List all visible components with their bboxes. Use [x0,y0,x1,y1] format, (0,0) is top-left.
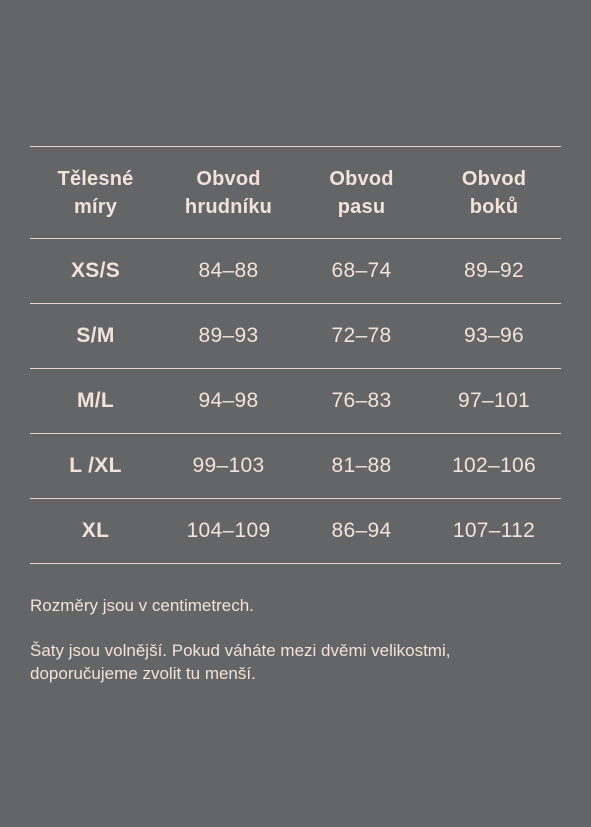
hips-value: 102–106 [452,454,536,477]
table-row [30,304,561,369]
size-label: S/M [76,324,115,347]
waist-value: 81–88 [331,454,392,477]
waist-value: 86–94 [331,519,392,542]
size-chart-body [30,239,561,564]
chest-value: 99–103 [192,454,265,477]
size-chart-header [30,147,561,239]
chest-value: 104–109 [186,519,271,542]
chest-value: 84–88 [198,259,259,282]
waist-value: 68–74 [331,259,392,282]
hips-value: 89–92 [464,259,524,282]
size-label: XS/S [70,259,121,282]
waist-value: 72–78 [331,324,392,347]
fit-note-line-2: doporučujeme zvolit tu menší. [30,664,256,683]
fit-note [30,639,561,685]
header-waist: Obvod pasu [329,167,394,218]
hips-value: 107–112 [452,519,536,542]
fit-note-line-1: Šaty jsou volnější. Pokud váháte mezi dvěmi velikostmi, [30,641,451,660]
header-body-measurements: Tělesné míry [57,167,134,218]
header-row [30,147,561,239]
chest-value: 89–93 [198,324,259,347]
size-label: XL [81,519,110,542]
size-label: M/L [76,389,115,412]
table-row [30,239,561,304]
table-row [30,369,561,434]
units-note: Rozměry jsou v centimetrech. [30,596,254,615]
hips-value: 93–96 [464,324,524,347]
header-chest: Obvod hrudníku [184,167,273,218]
waist-value: 76–83 [331,389,392,412]
size-notes [30,594,561,707]
size-label: L /XL [69,454,122,477]
chest-value: 94–98 [198,389,259,412]
hips-value: 97–101 [458,389,530,412]
table-row [30,499,561,564]
table-row [30,434,561,499]
size-chart-table [30,146,561,564]
header-hips: Obvod boků [461,167,527,218]
